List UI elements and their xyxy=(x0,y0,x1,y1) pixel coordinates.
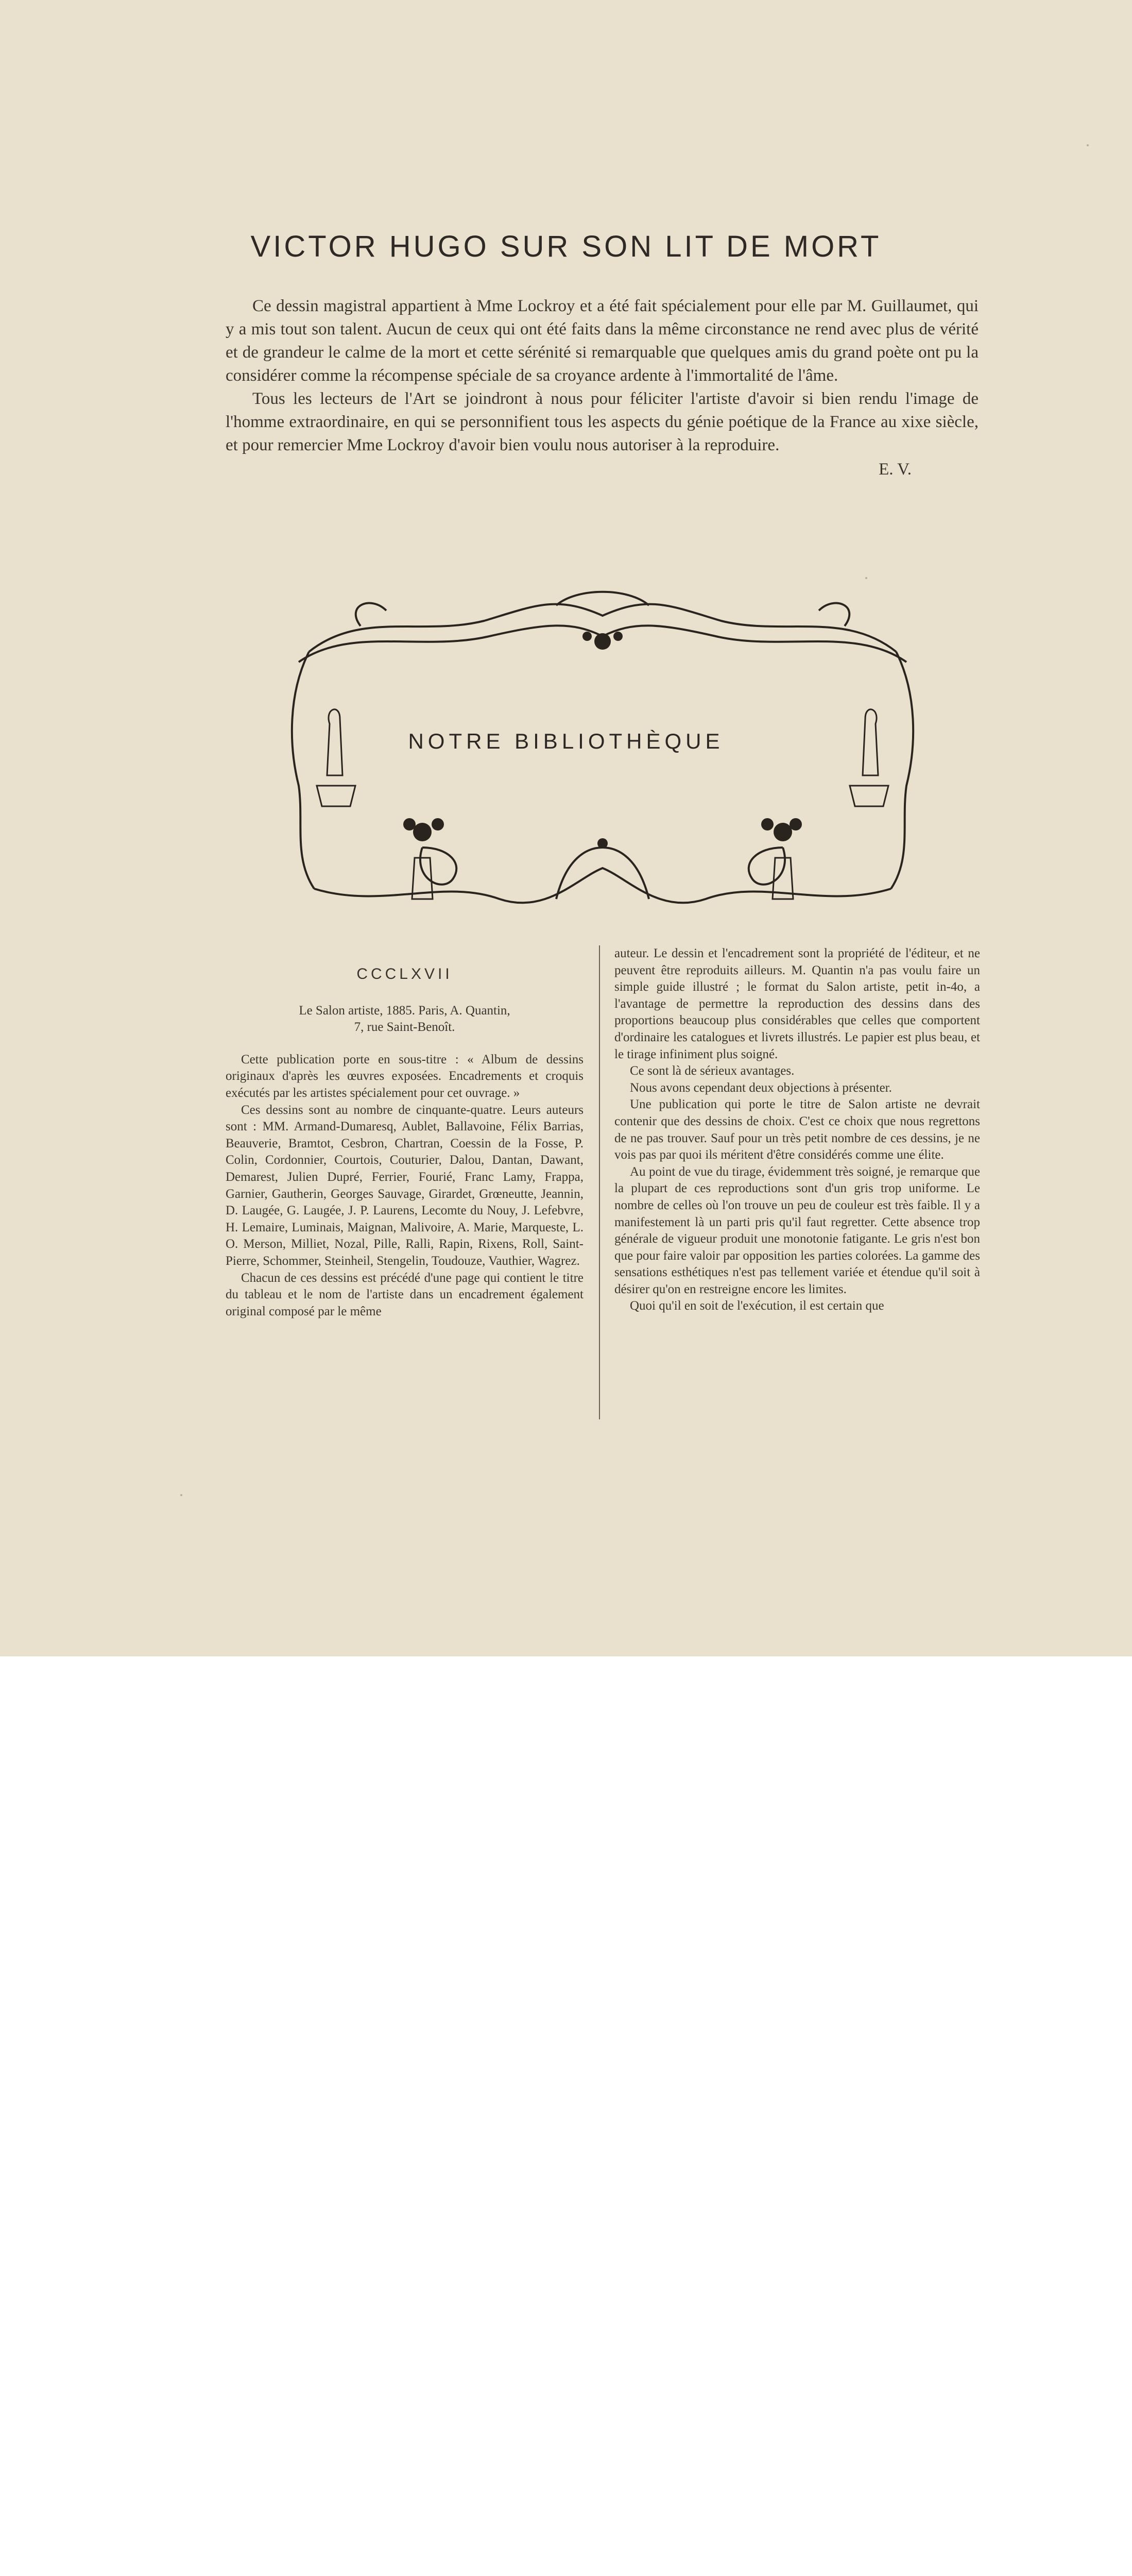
column-paragraph: Cette publication porte en sous-titre : « Album de dessins originaux d'après les œuvres exposées. Encadrements et croquis exécutés par les artistes spécialement pour cet ouvrage. » xyxy=(226,1052,584,1100)
column-paragraph: Ces dessins sont au nombre de cinquante-quatre. Leurs auteurs sont : MM. Armand-Dumaresq, Aublet, Ballavoine, Félix Barrias, Beauverie, Bramtot, Cesbron, Chartran, Coessin de la Fosse, P. Colin, Cordonnier, Courtois, Couturier, Dalou, Dantan, Dawant, Demarest, Julien Dupré, Ferrier, Fourié, Franc Lamy, Frappa, Garnier, Gautherin, Georges Sauvage, Girardet, Grœneutte, Jeannin, D. Laugée, G. Laugée, J. P. Laurens, Lecomte du Nouy, J. Lefebvre, H. Lemaire, Luminais, Maignan, Malivoire, A. Marie, Marqueste, L. O. Merson, Milliet, Nozal, Pille, Ralli, Rapin, Rixens, Roll, Saint-Pierre, Schommer, Steinheil, Stengelin, Toudouze, Vauthier, Wagrez. xyxy=(226,1103,584,1268)
intro-paragraph: Ce dessin magistral appartient à Mme Lockroy et a été fait spécialement pour elle par M. Guillaumet, qui y a mis tout son talent. Aucun de ceux qui ont été faits dans la même circonstance ne rend avec plus de vérité et de grandeur le calme de la mort et cette sérénité si remarquable que quelques amis du grand poète ont pu la considérer comme la récompense spéciale de sa croyance ardente à l'immortalité de l'âme. xyxy=(226,297,979,385)
paper-speck xyxy=(1087,144,1089,146)
section-frame-title: NOTRE BIBLIOTHÈQUE xyxy=(408,729,724,753)
column-paragraph: Quoi qu'il en soit de l'exécution, il est certain que xyxy=(630,1299,884,1313)
ornamental-frame xyxy=(268,590,937,920)
digitization-footer xyxy=(0,1656,1132,1741)
left-column xyxy=(226,945,584,1320)
article-title: VICTOR HUGO SUR SON LIT DE MORT xyxy=(250,230,882,263)
book-reference xyxy=(226,1003,584,1036)
column-paragraph: auteur. Le dessin et l'encadrement sont la propriété de l'éditeur, et ne peuvent être reproduits ailleurs. M. Quantin n'a pas voulu faire un simple guide illustré ; le format du Salon artiste, petit in-4o, a l'avantage de permettre la reproduction des dessins dans des proportions beaucoup plus considérables que celles que comportent d'ordinaire les catalogues et livrets illustrés. Le papier est plus beau, et le tirage infiniment plus soigné. xyxy=(614,946,980,1061)
review-number: CCCLXVII xyxy=(356,965,453,982)
column-paragraph: Une publication qui porte le titre de Salon artiste ne devrait contenir que des dessins de choix. C'est ce choix que nous regrettons de ne pas trouver. Sauf pour un très petit nombre de ces dessins, je ne vois pas par quoi ils méritent d'être considérés comme une élite. xyxy=(614,1097,980,1162)
column-paragraph: Au point de vue du tirage, évidemment très soigné, je remarque que la plupart de ces reproductions sont d'un gris trop uniforme. Le nombre de celles où l'on trouve un peu de couleur est très faible. Il y a manifestement là un parti pris qu'il faut regretter. Cette absence trop générale de vigueur produit une monotonie fatigante. Le gris n'est bon que pour faire valoir par opposition les parties colorées. La gamme des sensations esthétiques n'est pas tellement variée et étendue qu'il soit à désirer qu'on en restreigne encore les limites. xyxy=(614,1164,980,1296)
column-paragraph: Chacun de ces dessins est précédé d'une page qui contient le titre du tableau et le nom de l'artiste dans un encadrement également original composé par le même xyxy=(226,1270,584,1318)
right-column xyxy=(614,945,980,1315)
author-signature: E. V. xyxy=(879,460,912,479)
intro-text xyxy=(226,295,979,481)
column-divider xyxy=(599,945,600,1419)
column-paragraph: Nous avons cependant deux objections à présenter. xyxy=(630,1080,892,1095)
column-paragraph: Ce sont là de sérieux avantages. xyxy=(630,1064,795,1078)
paper-speck xyxy=(865,577,867,579)
paper-speck xyxy=(180,1494,182,1496)
intro-paragraph: Tous les lecteurs de l'Art se joindront à nous pour féliciter l'artiste d'avoir si bien rendu l'image de l'homme extraordinaire, en qui se personnifient tous les aspects du génie poétique de la France au xixe siècle, et pour remercier Mme Lockroy d'avoir bien voulu nous autoriser à la reproduire. xyxy=(226,389,979,454)
book-reference-line: 7, rue Saint-Benoît. xyxy=(354,1020,455,1035)
book-reference-line: Le Salon artiste, 1885. Paris, A. Quantin, xyxy=(299,1003,510,1018)
